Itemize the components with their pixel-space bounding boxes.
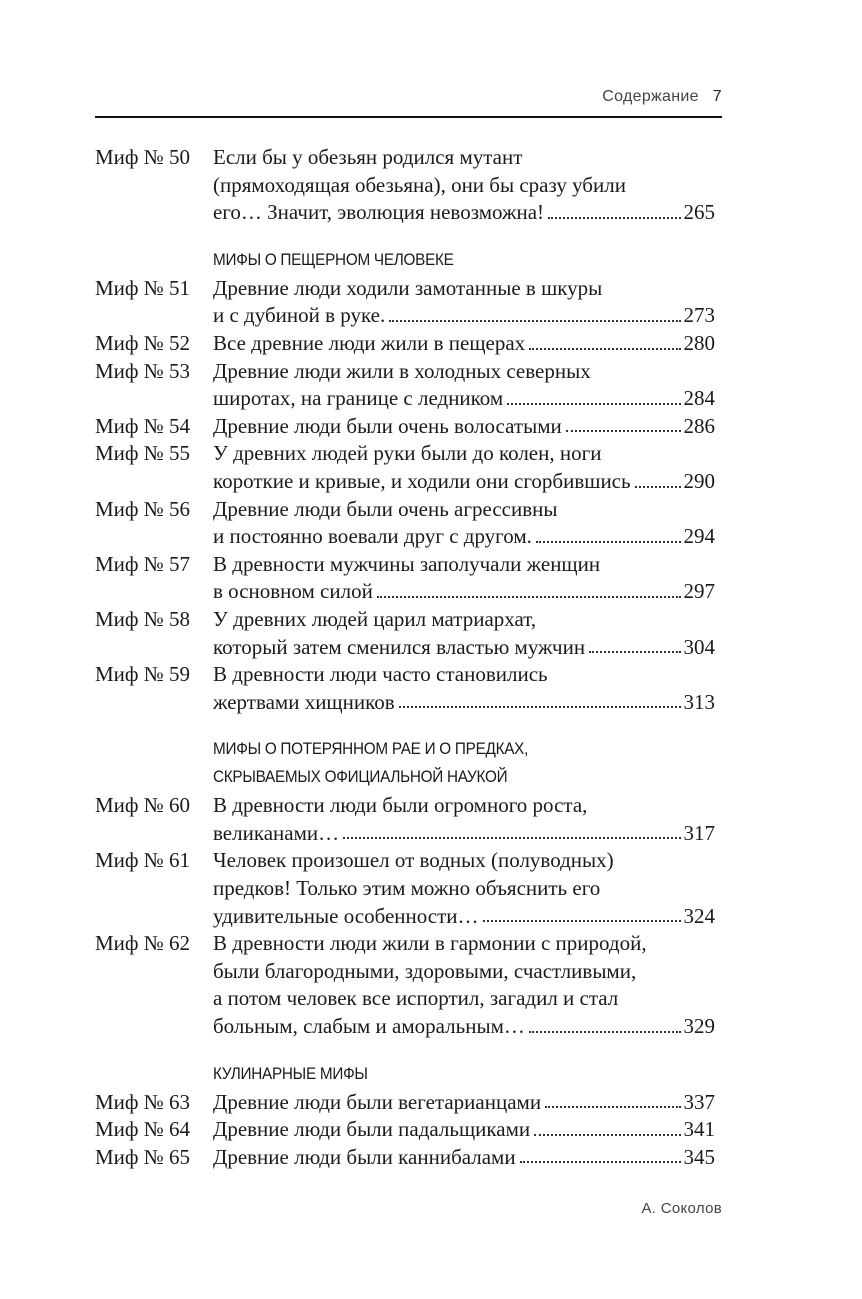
toc-line	[95, 578, 715, 606]
entry-title: Все древние люди жили в пещерах	[213, 330, 526, 355]
section-heading: СКРЫВАЕМЫХ ОФИЦИАЛЬНОЙ НАУКОЙ	[213, 767, 508, 787]
entry-page[interactable]: 337	[683, 1089, 715, 1114]
entry-text-wrap	[213, 172, 715, 200]
myth-number	[95, 172, 213, 200]
entry-text-wrap	[213, 330, 715, 358]
dot-leader	[635, 468, 681, 488]
toc-entry[interactable]	[95, 792, 715, 847]
toc-line	[95, 551, 715, 579]
entry-page[interactable]: 273	[683, 303, 715, 328]
entry-title: У древних людей царил матриархат,	[213, 606, 537, 631]
dot-leader	[389, 302, 680, 322]
entry-text-wrap	[213, 496, 715, 524]
entry-page[interactable]: 265	[683, 200, 715, 225]
toc-entry[interactable]	[95, 358, 715, 413]
toc-line	[95, 413, 715, 441]
toc-line	[95, 440, 715, 468]
running-header-title: Содержание	[602, 88, 699, 105]
section-heading: МИФЫ О ПОТЕРЯННОМ РАЕ И О ПРЕДКАХ,	[213, 739, 529, 759]
entry-text-wrap	[213, 792, 715, 820]
entry-title: В древности люди были огромного роста,	[213, 793, 588, 818]
entry-title: Человек произошел от водных (полуводных)	[213, 848, 614, 873]
entry-page[interactable]: 290	[683, 468, 715, 493]
entry-text-wrap	[213, 903, 715, 931]
dot-leader	[545, 1089, 680, 1109]
entry-text-wrap	[213, 1144, 715, 1172]
toc-line	[95, 275, 715, 303]
entry-page[interactable]: 345	[683, 1144, 715, 1169]
myth-number	[95, 958, 213, 986]
section-heading: МИФЫ О ПЕЩЕРНОМ ЧЕЛОВЕКЕ	[213, 249, 454, 269]
toc-line	[95, 1116, 715, 1144]
toc-line	[95, 958, 715, 986]
toc-line	[95, 847, 715, 875]
entry-title: широтах, на границе с ледником	[213, 386, 504, 411]
myth-number: Миф № 56	[95, 496, 191, 521]
toc-entry[interactable]	[95, 930, 715, 1040]
myth-number: Миф № 65	[95, 1144, 191, 1169]
myth-number	[95, 199, 213, 227]
entry-text-wrap	[213, 930, 715, 958]
entry-title: В древности люди часто становились	[213, 662, 548, 687]
dot-leader	[589, 634, 680, 654]
entry-title: в основном силой	[213, 579, 373, 604]
myth-number: Миф № 55	[95, 441, 191, 466]
toc-line	[95, 903, 715, 931]
myth-number: Миф № 54	[95, 413, 191, 438]
dot-leader	[343, 820, 680, 840]
toc-line	[95, 302, 715, 330]
entry-title: Если бы у обезьян родился мутант	[213, 145, 523, 169]
entry-title: (прямоходящая обезьяна), они бы сразу убили	[213, 172, 626, 197]
toc-line	[95, 358, 715, 386]
entry-text-wrap	[213, 847, 715, 875]
myth-number	[95, 578, 213, 606]
dot-leader	[566, 413, 681, 433]
myth-number	[95, 468, 213, 496]
myth-number	[95, 302, 213, 330]
entry-text-wrap	[213, 985, 715, 1013]
toc-entry[interactable]	[95, 275, 715, 330]
entry-text-wrap	[213, 413, 715, 441]
entry-title: Древние люди жили в холодных северных	[213, 358, 591, 383]
toc-line	[95, 1013, 715, 1041]
myth-number: Миф № 62	[95, 931, 191, 956]
toc-entry[interactable]	[95, 1144, 715, 1172]
toc-entry[interactable]	[95, 606, 715, 661]
toc-entry[interactable]	[95, 144, 715, 227]
entry-title: короткие и кривые, и ходили они сгорбившись	[213, 468, 631, 493]
entry-text-wrap	[213, 875, 715, 903]
entry-text-wrap	[213, 1089, 715, 1117]
dot-leader	[377, 578, 681, 598]
toc-entry[interactable]	[95, 1116, 715, 1144]
myth-number	[95, 523, 213, 551]
myth-number	[95, 820, 213, 848]
toc-line	[95, 144, 715, 172]
entry-text-wrap	[213, 302, 715, 330]
toc-line	[95, 634, 715, 662]
myth-number: Миф № 51	[95, 275, 191, 300]
entry-page[interactable]: 286	[683, 413, 715, 438]
entry-page[interactable]: 317	[683, 820, 715, 845]
entry-title: и постоянно воевали друг с другом.	[213, 524, 532, 549]
toc-line	[95, 689, 715, 717]
entry-text-wrap	[213, 358, 715, 386]
toc-line	[95, 930, 715, 958]
dot-leader	[534, 1116, 680, 1136]
toc-line	[95, 875, 715, 903]
table-of-contents	[95, 144, 715, 1171]
dot-leader	[399, 689, 681, 709]
dot-leader	[548, 199, 680, 219]
dot-leader	[529, 1013, 681, 1033]
toc-line	[95, 385, 715, 413]
dot-leader	[507, 385, 680, 405]
entry-title: В древности люди жили в гармонии с природой,	[213, 931, 647, 956]
entry-page[interactable]: 324	[683, 903, 715, 928]
toc-line	[95, 468, 715, 496]
page-number: 7	[712, 88, 722, 105]
myth-number	[95, 385, 213, 413]
entry-text-wrap	[213, 958, 715, 986]
myth-number	[95, 985, 213, 1013]
toc-line	[95, 985, 715, 1013]
entry-text-wrap	[213, 1116, 715, 1144]
entry-title: и с дубиной в руке.	[213, 303, 386, 328]
myth-number: Миф № 57	[95, 551, 191, 576]
dot-leader	[520, 1144, 681, 1164]
toc-line	[95, 606, 715, 634]
myth-number: Миф № 63	[95, 1089, 191, 1114]
entry-title: его… Значит, эволюция невозможна!	[213, 200, 545, 225]
entry-text-wrap	[213, 385, 715, 413]
myth-number: Миф № 60	[95, 793, 191, 818]
myth-number: Миф № 61	[95, 848, 191, 873]
entry-title: Древние люди были падальщиками	[213, 1117, 531, 1142]
entry-page[interactable]: 313	[683, 689, 715, 714]
entry-title: жертвами хищников	[213, 689, 395, 714]
toc-line	[95, 1089, 715, 1117]
dot-leader	[483, 903, 681, 923]
toc-entry[interactable]	[95, 496, 715, 551]
myth-number	[95, 875, 213, 903]
myth-number	[95, 689, 213, 717]
toc-line	[95, 496, 715, 524]
entry-page[interactable]: 304	[683, 634, 715, 659]
entry-title: У древних людей руки были до колен, ноги	[213, 441, 602, 466]
entry-page[interactable]: 284	[683, 386, 715, 411]
entry-page[interactable]: 329	[683, 1014, 715, 1039]
myth-number: Миф № 50	[95, 145, 191, 169]
entry-page[interactable]: 297	[683, 579, 715, 604]
toc-entry[interactable]	[95, 551, 715, 606]
entry-title: предков! Только этим можно объяснить его	[213, 876, 601, 901]
myth-number: Миф № 53	[95, 358, 191, 383]
running-header	[95, 88, 722, 118]
section-heading: КУЛИНАРНЫЕ МИФЫ	[213, 1063, 368, 1083]
myth-number: Миф № 59	[95, 662, 191, 687]
myth-number: Миф № 52	[95, 330, 191, 355]
entry-title: Древние люди ходили замотанные в шкуры	[213, 275, 603, 300]
toc-line	[95, 523, 715, 551]
myth-number: Миф № 58	[95, 606, 191, 631]
dot-leader	[536, 523, 681, 543]
entry-text-wrap	[213, 689, 715, 717]
entry-title: а потом человек все испортил, загадил и стал	[213, 986, 619, 1011]
toc-entry[interactable]	[95, 1089, 715, 1117]
myth-number: Миф № 64	[95, 1117, 191, 1142]
entry-title: больным, слабым и аморальным…	[213, 1014, 525, 1039]
entry-title: который затем сменился властью мужчин	[213, 634, 586, 659]
entry-text-wrap	[213, 523, 715, 551]
entry-text-wrap	[213, 440, 715, 468]
entry-title: Древние люди были очень агрессивны	[213, 496, 558, 521]
entry-text-wrap	[213, 606, 715, 634]
entry-text-wrap	[213, 820, 715, 848]
toc-line	[95, 330, 715, 358]
entry-text-wrap	[213, 661, 715, 689]
toc-line	[95, 661, 715, 689]
dot-leader	[529, 330, 680, 350]
toc-line	[95, 1144, 715, 1172]
entry-text-wrap	[213, 468, 715, 496]
toc-entry[interactable]	[95, 440, 715, 495]
author-footer: А. Соколов	[641, 1200, 722, 1217]
entry-title: В древности мужчины заполучали женщин	[213, 551, 601, 576]
entry-text-wrap	[213, 144, 715, 172]
toc-entry[interactable]	[95, 847, 715, 930]
toc-entry[interactable]	[95, 413, 715, 441]
myth-number	[95, 634, 213, 662]
myth-number	[95, 903, 213, 931]
toc-line	[95, 820, 715, 848]
entry-title: удивительные особенности…	[213, 903, 479, 928]
entry-text-wrap	[213, 1013, 715, 1041]
entry-title: великанами…	[213, 820, 340, 845]
entry-text-wrap	[213, 578, 715, 606]
toc-entry[interactable]	[95, 661, 715, 716]
entry-title: Древние люди были вегетарианцами	[213, 1089, 542, 1114]
entry-text-wrap	[213, 199, 715, 227]
entry-page[interactable]: 280	[683, 330, 715, 355]
toc-entry[interactable]	[95, 330, 715, 358]
entry-text-wrap	[213, 551, 715, 579]
entry-title: Древние люди были каннибалами	[213, 1144, 516, 1169]
entry-page[interactable]: 294	[683, 524, 715, 549]
myth-number	[95, 1013, 213, 1041]
entry-title: Древние люди были очень волосатыми	[213, 413, 562, 438]
entry-text-wrap	[213, 275, 715, 303]
toc-line	[95, 792, 715, 820]
entry-page[interactable]: 341	[683, 1117, 715, 1142]
entry-title: были благородными, здоровыми, счастливыми,	[213, 958, 637, 983]
entry-text-wrap	[213, 634, 715, 662]
toc-line	[95, 172, 715, 200]
toc-line	[95, 199, 715, 227]
